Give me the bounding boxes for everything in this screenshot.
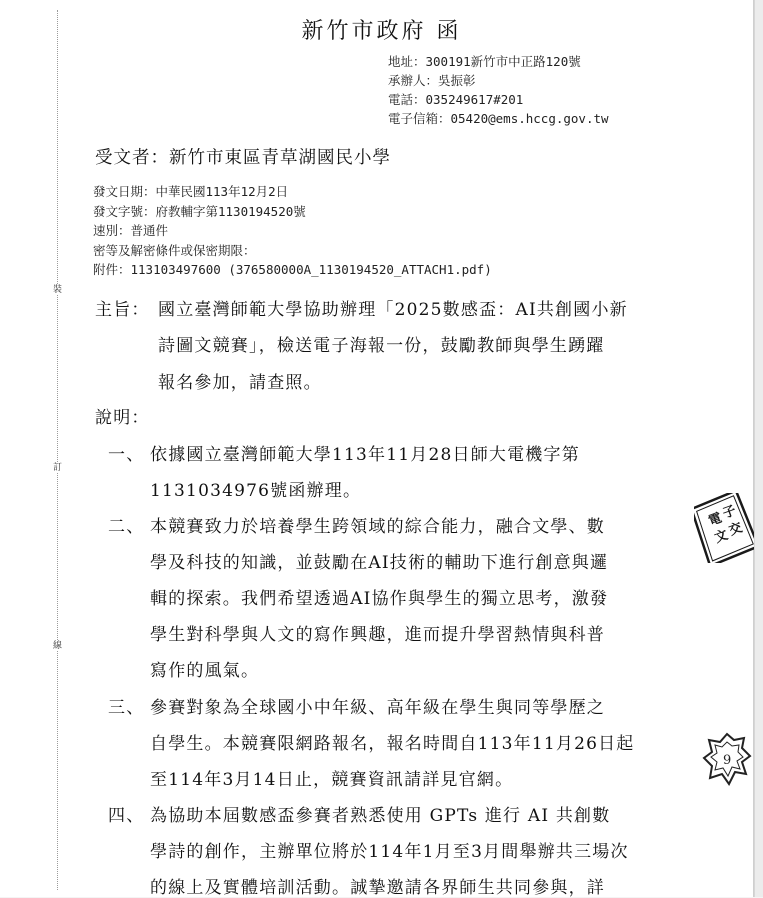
svg-text:子: 子 — [720, 503, 739, 522]
svg-text:電: 電 — [706, 510, 724, 530]
item-line: 寫作的風氣。 — [150, 661, 260, 681]
item-line: 學生對科學與人文的寫作興趣，進而提升學習熱情與科普 — [150, 625, 605, 645]
sender-handler: 承辦人：吳振彰 — [388, 73, 476, 88]
sender-phone: 電話：035249617#201 — [388, 92, 524, 107]
item-line: 輯的探索。我們希望透過AI協作與學生的獨立思考，激發 — [150, 589, 609, 609]
item-line: 本競賽致力於培養學生跨領域的綜合能力，融合文學、數 — [150, 517, 605, 537]
item-line: 的線上及實體培訓活動。誠摯邀請各界師生共同參與，詳 — [150, 878, 605, 898]
item-marker: 四、 — [108, 806, 145, 826]
binding-mark-ding: 訂 — [53, 463, 63, 473]
svg-text:文: 文 — [712, 527, 731, 547]
subject-line: 詩圖文競賽」，檢送電子海報一份，鼓勵教師與學生踴躍 — [158, 336, 605, 356]
explanation-label: 說明： — [95, 408, 150, 428]
item-marker: 三、 — [108, 698, 145, 718]
recipient: 受文者：新竹市東區青草湖國民小學 — [95, 148, 391, 168]
binding-line — [57, 10, 58, 890]
item-marker: 一、 — [108, 445, 145, 465]
subject-label: 主旨： — [95, 300, 150, 320]
binding-mark-xian: 線 — [53, 641, 63, 651]
page-number: 9 — [723, 753, 732, 768]
meta-date: 發文日期：中華民國113年12月2日 — [93, 184, 289, 199]
item-line: 學及科技的知識，並鼓勵在AI技術的輔助下進行創意與邏 — [150, 553, 609, 573]
viewer-scroll-edge[interactable] — [754, 0, 763, 897]
item-line: 學詩的創作，主辦單位將於114年1月至3月間舉辦共三場次 — [150, 842, 629, 862]
document-meta — [93, 182, 492, 280]
electronic-exchange-stamp — [694, 493, 754, 563]
page-number-badge — [702, 730, 752, 790]
sender-email: 電子信箱：05420@ems.hccg.gov.tw — [388, 111, 609, 126]
meta-confidentiality: 密等及解密條件或保密期限： — [93, 242, 256, 258]
meta-speed: 速別：普通件 — [93, 223, 169, 238]
binding-mark-zhuang: 裝 — [53, 285, 63, 295]
item-line: 至114年3月14日止，競賽資訊請詳見官網。 — [150, 770, 514, 790]
item-line: 1131034976號函辦理。 — [150, 481, 362, 501]
item-line: 為協助本屆數感盃參賽者熟悉使用 GPTs 進行 AI 共創數 — [150, 806, 611, 826]
sender-address: 地址：300191新竹市中正路120號 — [388, 54, 581, 69]
meta-doc-number: 發文字號：府教輔字第1130194520號 — [93, 203, 306, 219]
item-line: 依據國立臺灣師範大學113年11月28日師大電機字第 — [150, 445, 580, 465]
document-title: 新竹市政府 函 — [301, 19, 462, 44]
meta-attachment: 附件：113103497600 (376580000A_1130194520_ATTACH1.pdf) — [93, 262, 492, 277]
item-marker: 二、 — [108, 517, 145, 537]
subject-line: 國立臺灣師範大學協助辦理「2025數感盃：AI共創國小新 — [158, 300, 628, 320]
subject-line: 報名參加，請查照。 — [158, 373, 322, 393]
svg-text:交: 交 — [727, 520, 745, 539]
item-line: 參賽對象為全球國小中年級、高年級在學生與同等學歷之 — [150, 698, 605, 718]
item-line: 自學生。本競賽限網路報名，報名時間自113年11月26日起 — [150, 734, 635, 754]
sender-info — [388, 52, 609, 128]
